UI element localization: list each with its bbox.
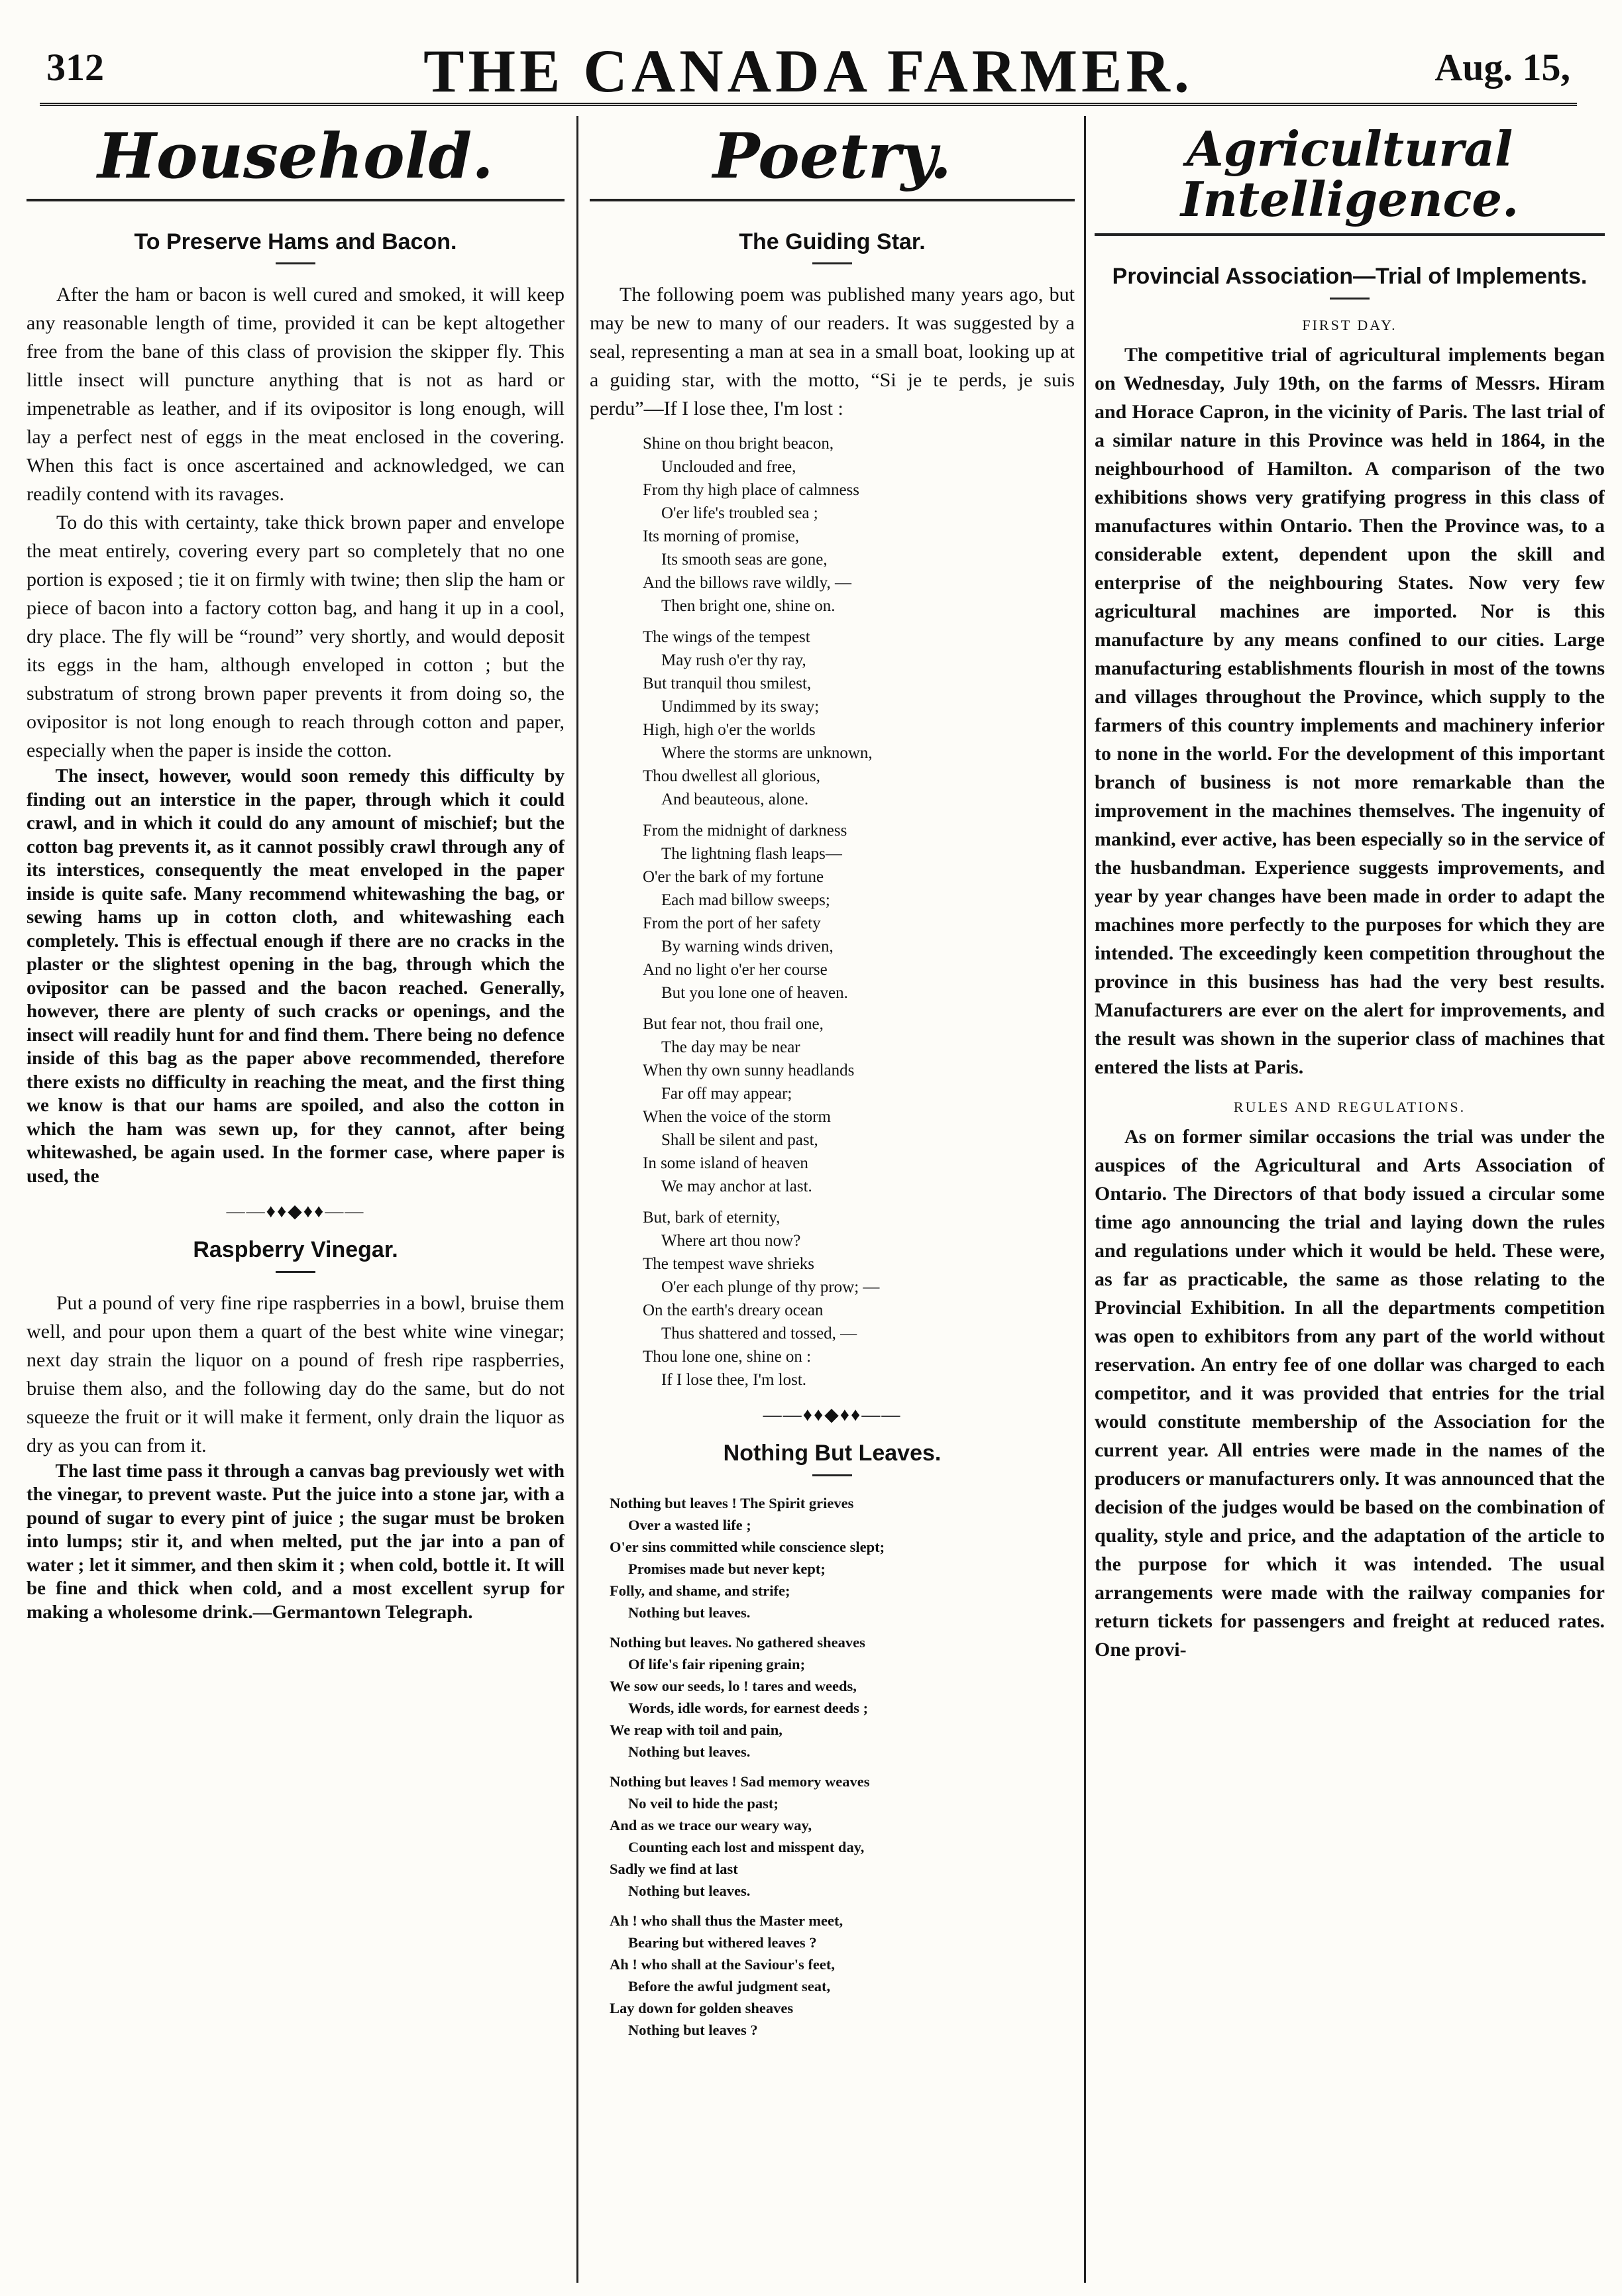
stanza bbox=[643, 1206, 1075, 1392]
poem-line: Then bright one, shine on. bbox=[661, 597, 836, 616]
issue-date: Aug. 15, bbox=[1434, 46, 1570, 89]
poem-line: When the voice of the storm bbox=[643, 1108, 831, 1126]
poem-line: But fear not, thou frail one, bbox=[643, 1015, 824, 1034]
newspaper-title: THE CANADA FARMER. bbox=[423, 37, 1193, 105]
poem-intro: The following poem was published many years ago, but may be new to many of our readers. It was suggested by a seal, representing a man at sea in a small boat, looking up at a guiding star, with the motto, “Si je te perds, je suis perdu”—If I lose thee, I'm lost : bbox=[590, 284, 1075, 420]
column-divider bbox=[576, 116, 578, 2283]
poem-line: May rush o'er thy ray, bbox=[661, 651, 806, 670]
poem-line: Nothing but leaves. bbox=[628, 1743, 751, 1760]
stanza bbox=[610, 1492, 1075, 1623]
poem-line: Ah ! who shall thus the Master meet, bbox=[610, 1912, 843, 1929]
ornamental-divider: ——♦♦◆♦♦—— bbox=[763, 1405, 902, 1426]
poem-line: Counting each lost and misspent day, bbox=[628, 1838, 865, 1855]
poem-line: High, high o'er the worlds bbox=[643, 721, 816, 739]
poem-line: Each mad billow sweeps; bbox=[661, 891, 830, 910]
poem-line: But you lone one of heaven. bbox=[661, 984, 848, 1003]
paragraph: Put a pound of very fine ripe raspberries in a bowl, bruise them well, and pour upon them a quart of the best white wine vinegar; next day strain the liquor on a pound of fresh ripe raspberries, bruise them also, and the following day do the same, but do not squeeze the fruit or it will make it ferment, only drain the liquor as dry as you can from it. bbox=[27, 1291, 565, 1456]
poem-line: And the billows rave wildly, — bbox=[643, 574, 852, 592]
poem-line: Ah ! who shall at the Saviour's feet, bbox=[610, 1955, 836, 1973]
poem-line: Nothing but leaves ! Sad memory weaves bbox=[610, 1773, 870, 1790]
poem-line: Of life's fair ripening grain; bbox=[628, 1655, 806, 1672]
stanza bbox=[610, 1631, 1075, 1763]
poem-line: The lightning flash leaps— bbox=[661, 845, 842, 863]
poem-line: Nothing but leaves ? bbox=[628, 2021, 758, 2038]
poem-line: Nothing but leaves. bbox=[628, 1604, 751, 1621]
paragraph: After the ham or bacon is well cured and smoked, it will keep any reasonable length of time, provided it can be kept altogether free from the bane of this class of provision the skipper fly. This little insect will puncture anything that is not as hard or impenetrable as leather, and if its ovipositor is long enough, will lay a perfect nest of eggs in the meat enclosed in the covering. When this fact is once ascertained and acknowledged, we can readily contend with its ravages. bbox=[27, 284, 565, 506]
poem-line: Undimmed by its sway; bbox=[661, 698, 820, 716]
poetry-column bbox=[590, 116, 1075, 2289]
poem-line: Sadly we find at last bbox=[610, 1860, 738, 1877]
poem-line: The day may be near bbox=[661, 1038, 800, 1057]
masthead-rule bbox=[40, 103, 1577, 106]
column-divider bbox=[1084, 116, 1086, 2283]
title-rule bbox=[812, 262, 852, 264]
section-title-poetry: Poetry. bbox=[712, 120, 952, 193]
poem-line: Far off may appear; bbox=[661, 1085, 792, 1103]
poem-line: Shall be silent and past, bbox=[661, 1131, 818, 1150]
poem-line: Where art thou now? bbox=[661, 1232, 801, 1250]
title-rule bbox=[276, 1271, 315, 1273]
poem-line: Over a wasted life ; bbox=[628, 1516, 751, 1533]
poem-title: The Guiding Star. bbox=[739, 229, 926, 254]
poem-line: O'er life's troubled sea ; bbox=[661, 504, 818, 523]
poem-line: But, bark of eternity, bbox=[643, 1209, 781, 1227]
poem-line: Lay down for golden sheaves bbox=[610, 1999, 794, 2016]
poem-line: Where the storms are unknown, bbox=[661, 744, 873, 763]
poem-line: Nothing but leaves. No gathered sheaves bbox=[610, 1633, 865, 1651]
stanza bbox=[643, 1012, 1075, 1198]
poem-line: We may anchor at last. bbox=[661, 1177, 812, 1196]
agricultural-column bbox=[1095, 116, 1605, 2289]
poem-line: And as we trace our weary way, bbox=[610, 1816, 812, 1833]
stanza bbox=[610, 1771, 1075, 1902]
article-title: Provincial Association—Trial of Implements. bbox=[1112, 264, 1588, 290]
poem-line: Thou dwellest all glorious, bbox=[643, 767, 821, 786]
stanza bbox=[643, 432, 1075, 618]
title-rule bbox=[1330, 298, 1370, 300]
paragraph: The competitive trial of agricultural implements began on Wednesday, July 19th, on the farms of Messrs. Hiram and Horace Capron, in the vicinity of Paris. The last trial of a similar nature in this Province was held in 1864, in the neighbourhood of Hamilton. A comparison of the two exhibitions shows very gratifying progress in this class of manufactures within Ontario. Then the Province was, to a considerable extent, dependent upon the skill and enterprise of the neighbouring States. Now very few agricultural machines are imported. Nor is this manufacture by any means confined to our cities. Large manufacturing establishments flourish in most of the towns and villages throughout the Province, which supply to the farmers of this country implements and machinery inferior to none in the world. For the development of this important branch of business is not more remarkable than the improvement in the machines themselves. The ingenuity of mankind, ever active, has been especially so in the service of the husbandman. Experience suggests improvements, and year by year changes have been made in order to adapt the machines more perfectly to the purposes for which they are intended. The exceedingly keen competition throughout the province in this business has had the very best results. Manufacturers are ever on the alert for improvements, and the result was shown in the superior class of machines that entered the lists at Paris. bbox=[1095, 343, 1605, 1078]
poem-line: O'er sins committed while conscience slept; bbox=[610, 1538, 885, 1555]
poem-line: And no light o'er her course bbox=[643, 961, 828, 979]
poem-line: Promises made but never kept; bbox=[628, 1560, 826, 1577]
poem-line: Its smooth seas are gone, bbox=[661, 551, 828, 569]
ornamental-divider: ——♦♦◆♦♦—— bbox=[226, 1201, 365, 1223]
poem-line: Its morning of promise, bbox=[643, 527, 800, 546]
poem-line: Before the awful judgment seat, bbox=[628, 1977, 831, 1995]
poem-line: We reap with toil and pain, bbox=[610, 1721, 783, 1738]
title-rule bbox=[812, 1474, 852, 1476]
poem-line: Folly, and shame, and strife; bbox=[610, 1582, 790, 1599]
poem-line: Bearing but withered leaves ? bbox=[628, 1934, 817, 1951]
poem-line: If I lose thee, I'm lost. bbox=[661, 1371, 807, 1390]
poem-line: When thy own sunny headlands bbox=[643, 1062, 855, 1080]
poem-line: And beauteous, alone. bbox=[661, 791, 809, 809]
stanza bbox=[643, 819, 1075, 1005]
paragraph: The insect, however, would soon remedy this difficulty by finding out an interstice in the paper, through which it could crawl, and in which it could do any amount of mischief; but the cotton bag prevents it, as it cannot possibly crawl through any of its interstices, consequently the meat enveloped in the paper inside is quite safe. Many recommend whitewashing the bag, or sewing hams up in cotton cloth, and whitewashing each completely. This is effectual enough if there are no cracks in the plaster or the slightest opening in the bag, through which the ovipositor can be passed and the bacon reached. Generally, however, there are plenty of such cracks or openings, and the insect will readily hunt for and find them. There being no defence inside of this bag as the paper above recommended, therefore there exists no difficulty in reaching the meat, and the first thing we know is that our hams are spoiled, and also the cotton in which the ham was sewn up, for they cannot, after being whitewashed, be again used. In the former case, where paper is used, the bbox=[27, 765, 565, 1187]
section-rule bbox=[27, 199, 565, 201]
poem-line: But tranquil thou smilest, bbox=[643, 675, 812, 693]
poem-line: O'er the bark of my fortune bbox=[643, 868, 824, 887]
masthead bbox=[40, 27, 1577, 106]
page-number: 312 bbox=[46, 46, 104, 89]
title-rule bbox=[276, 262, 315, 264]
poem-line: No veil to hide the past; bbox=[628, 1794, 779, 1812]
paragraph: As on former similar occasions the trial was under the auspices of the Agricultural and Arts Association of Ontario. The Directors of that body issued a circular some time ago announcing the trial and laying down the rules and regulations under which it would be held. These were, as far as practicable, the same as those relating to the Provincial Exhibition. In all the departments competition was open to exhibitors from any part of the world without reservation. An entry fee of one dollar was charged to each competitor, and it was provided that entries for the trial would constitute membership of the Association for the current year. All entries were made in the names of the producers or manufacturers only. It was announced that the decision of the judges would be based on the combination of quality, style and price, and the adaptation of the article to the purpose for which it was intended. The usual arrangements were made with the railway companies for return tickets for passengers and freight at reduced rates. One provi- bbox=[1095, 1125, 1605, 1661]
poem-line: Shine on thou bright beacon, bbox=[643, 435, 834, 453]
poem-line: From the midnight of darkness bbox=[643, 822, 847, 840]
poem-title: Nothing But Leaves. bbox=[723, 1441, 942, 1466]
poem-line: Words, idle words, for earnest deeds ; bbox=[628, 1699, 869, 1716]
poem-line: O'er each plunge of thy prow; — bbox=[661, 1278, 880, 1297]
paragraph: To do this with certainty, take thick brown paper and envelope the meat entirely, covering every part so completely that no one portion is exposed ; tie it on firmly with twine; then slip the ham or piece of bacon into a factory cotton bag, and hang it up in a cool, dry place. The fly will be “round” very shortly, and would deposit its eggs in the ham, although enveloped in cotton ; but the substratum of strong brown paper prevents it from doing so, the ovipositor is not long enough to reach through cotton and paper, especially when the paper is inside the cotton. bbox=[27, 512, 565, 762]
subheading: RULES AND REGULATIONS. bbox=[1233, 1098, 1466, 1115]
poem-guiding-star bbox=[643, 432, 1075, 1392]
poem-line: The wings of the tempest bbox=[643, 628, 810, 647]
poem-nothing-but-leaves bbox=[610, 1492, 1075, 2041]
article-title: Raspberry Vinegar. bbox=[193, 1237, 398, 1263]
poem-line: From the port of her safety bbox=[643, 914, 821, 933]
stanza bbox=[643, 626, 1075, 811]
poem-line: From thy high place of calmness bbox=[643, 481, 860, 500]
poem-line: Thou lone one, shine on : bbox=[643, 1348, 812, 1366]
section-rule bbox=[590, 199, 1075, 201]
article-title: To Preserve Hams and Bacon. bbox=[134, 229, 457, 254]
poem-line: By warning winds driven, bbox=[661, 938, 834, 956]
poem-line: In some island of heaven bbox=[643, 1154, 808, 1173]
poem-line: Unclouded and free, bbox=[661, 458, 796, 476]
subheading: FIRST DAY. bbox=[1302, 316, 1397, 333]
poem-line: We sow our seeds, lo ! tares and weeds, bbox=[610, 1677, 857, 1694]
paragraph: The last time pass it through a canvas bag previously wet with the vinegar, to prevent waste. Put the juice into a stone jar, with a pound of sugar to every pint of juice ; the sugar must be broken into lumps; stir it, and when melted, put the jar into a pan of water ; let it simmer, and then skim it ; when cold, bottle it. It will be fine and thick when cold, and a most excellent syrup for making a wholesome drink.—Germantown Telegraph. bbox=[27, 1460, 565, 1623]
poem-line: Thus shattered and tossed, — bbox=[661, 1325, 857, 1343]
poem-line: Nothing but leaves. bbox=[628, 1882, 751, 1899]
stanza bbox=[610, 1910, 1075, 2041]
household-column bbox=[27, 116, 565, 2289]
section-title-agricultural: Agricultural Intelligence. bbox=[1180, 121, 1519, 227]
section-rule bbox=[1095, 233, 1605, 236]
poem-line: On the earth's dreary ocean bbox=[643, 1301, 824, 1320]
section-title-household: Household. bbox=[97, 120, 494, 193]
poem-line: Nothing but leaves ! The Spirit grieves bbox=[610, 1494, 854, 1511]
poem-line: The tempest wave shrieks bbox=[643, 1255, 814, 1274]
